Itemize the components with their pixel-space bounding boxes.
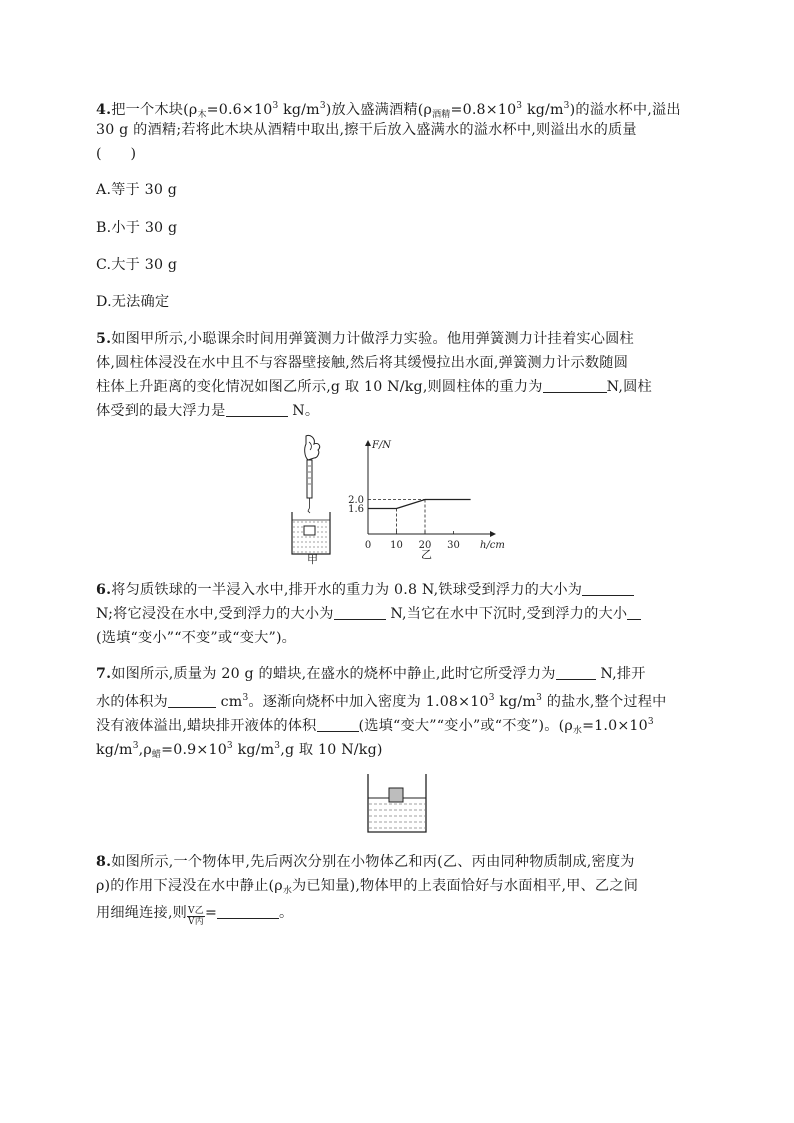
q6-line-3: (选填“变小”“不变”或“变大”)。	[96, 630, 297, 646]
q6-line-2	[96, 604, 641, 624]
q4-subscript-wood: 木	[197, 110, 207, 120]
cylinder-object	[304, 526, 315, 535]
q7-text: =1.0×10	[582, 718, 648, 734]
fraction-denominator: V丙	[188, 917, 204, 927]
q8-text: 为已知量),物体甲的上表面恰好与水面相平,甲、乙之间	[292, 878, 639, 894]
q5-line-4	[96, 401, 319, 421]
q4-subscript-alcohol: 酒精	[432, 110, 451, 120]
volume-ratio-fraction	[187, 906, 205, 927]
q7-superscript: 3	[536, 693, 543, 703]
q5-text: N,圆柱	[606, 379, 652, 395]
wax-block	[389, 788, 403, 802]
y-tick-label: 2.0	[348, 495, 364, 506]
q4-text: 把一个木块(ρ	[111, 102, 198, 118]
q5-line-2: 体,圆柱体浸没在水中且不与容器壁接触,然后将其缓慢拉出水面,弹簧测力计示数随圆	[96, 355, 629, 371]
q7-blank-buoyancy[interactable]	[556, 665, 596, 680]
y-axis-label: F/N	[372, 440, 392, 451]
q7-superscript: 3	[274, 741, 281, 751]
q7-line-2	[96, 688, 667, 712]
beaker-icon	[368, 774, 426, 832]
q4-number: 4.	[96, 102, 112, 118]
q7-blank-volume-change[interactable]	[317, 717, 359, 732]
q7-superscript: 3	[647, 717, 654, 727]
x-tick-label: 20	[418, 540, 432, 551]
q7-text: kg/m	[96, 742, 133, 758]
q8-subscript-water: 水	[282, 886, 293, 896]
q7-superscript: 3	[488, 693, 495, 703]
q7-text: 。逐渐向烧杯中加入密度为 1.08×10	[248, 694, 489, 710]
q8-line-3	[96, 903, 293, 927]
figure-label-jia: 甲	[307, 553, 319, 566]
q5-text: 如图甲所示,小聪课余时间用弹簧测力计做浮力实验。他用弹簧测力计挂着实心圆柱	[111, 331, 634, 347]
q5-blank-buoyancy[interactable]	[226, 402, 288, 417]
q5-blank-gravity[interactable]	[543, 378, 607, 393]
q7-text: ,g 取 10 N/kg)	[280, 742, 383, 758]
q4-text: kg/m	[522, 102, 564, 118]
x-tick-label: 10	[390, 540, 403, 551]
q7-text: N,排开	[595, 666, 646, 682]
figure-label-yi: 乙	[421, 548, 433, 561]
q4-superscript: 3	[563, 101, 570, 111]
q4-text: kg/m	[278, 102, 320, 118]
q7-superscript: 3	[132, 741, 139, 751]
q7-text: 如图所示,质量为 20 g 的蜡块,在盛水的烧杯中静止,此时它所受浮力为	[111, 666, 556, 682]
q7-text: 没有液体溢出,蜡块排开液体的体积	[96, 718, 317, 734]
q4-text: )的溢水杯中,溢出	[569, 102, 681, 118]
q4-superscript: 3	[272, 101, 279, 111]
q5-text: N。	[287, 403, 320, 419]
q5-number: 5.	[96, 331, 112, 347]
q6-text: N;将它浸没在水中,受到浮力的大小为	[96, 606, 334, 622]
q7-line-4	[96, 736, 383, 765]
q6-line-1	[96, 580, 634, 600]
q7-text: =0.9×10	[161, 742, 227, 758]
q7-superscript: 3	[242, 693, 249, 703]
q7-text: ,ρ	[138, 742, 152, 758]
q6-blank-sinking-change[interactable]	[627, 605, 641, 620]
q4-superscript: 3	[319, 101, 326, 111]
q4-line-2: 30 g 的酒精;若将此木块从酒精中取出,擦干后放入盛满水的溢水杯中,则溢出水的质量	[96, 122, 637, 138]
q8-text: =	[204, 905, 218, 921]
q5-text: 体受到的最大浮力是	[96, 403, 226, 419]
q4-text: =0.6×10	[206, 102, 273, 118]
q7-text: cm	[215, 694, 243, 710]
hand-icon	[305, 435, 320, 460]
q8-line-1	[96, 852, 635, 872]
fraction-numerator: V乙	[188, 906, 204, 916]
q7-superscript: 3	[226, 741, 233, 751]
x-tick-label: 0	[364, 540, 372, 551]
q6-number: 6.	[96, 582, 112, 598]
q7-line-1	[96, 664, 646, 684]
q5-line-3	[96, 377, 652, 397]
q7-text: 水的体积为	[96, 694, 168, 710]
q6-text: 将匀质铁球的一半浸入水中,排开水的重力为 0.8 N,铁球受到浮力的大小为	[111, 582, 583, 598]
q6-blank-full-buoyancy[interactable]	[334, 605, 386, 620]
x-axis-label: h/cm	[480, 540, 505, 551]
x-tick-label: 30	[447, 540, 460, 551]
q8-text: 如图所示,一个物体甲,先后两次分别在小物体乙和丙(乙、丙由同种物质制成,密度为	[111, 854, 635, 870]
q4-option-d: D.无法确定	[96, 294, 170, 310]
q8-blank-ratio[interactable]	[217, 904, 279, 919]
q7-subscript-wax: 蜡	[151, 750, 162, 760]
q4-answer-bracket: ( )	[96, 146, 137, 162]
q4-option-b: B.小于 30 g	[96, 220, 178, 236]
q7-text: (选填“变大”“变小”或“不变”)。(ρ	[358, 718, 573, 734]
q8-number: 8.	[96, 854, 112, 870]
q4-option-c: C.大于 30 g	[96, 257, 178, 273]
q8-text: ρ)的作用下浸没在水中静止(ρ	[96, 878, 283, 894]
q5-text: 柱体上升距离的变化情况如图乙所示,g 取 10 N/kg,则圆柱体的重力为	[96, 379, 543, 395]
q7-blank-volume[interactable]	[168, 693, 216, 708]
q8-text: 。	[279, 905, 294, 921]
series-line	[368, 500, 471, 509]
q4-text: =0.8×10	[450, 102, 517, 118]
q4-text: )放入盛满酒精(ρ	[325, 102, 433, 118]
q6-text: N,当它在水中下沉时,受到浮力的大小	[385, 606, 628, 622]
q8-text: 用细绳连接,则	[96, 905, 188, 921]
y-axis-arrow	[365, 440, 371, 446]
q7-number: 7.	[96, 666, 112, 682]
q7-text: kg/m	[494, 694, 537, 710]
x-axis-arrow	[490, 531, 496, 537]
y-tick-label: 1.6	[348, 504, 364, 515]
figure-wax-beaker	[364, 772, 430, 836]
q6-blank-half-buoyancy[interactable]	[582, 581, 634, 596]
q7-text: kg/m	[232, 742, 275, 758]
q7-text: 的盐水,整个过程中	[542, 694, 667, 710]
q4-superscript: 3	[516, 101, 523, 111]
q8-line-2	[96, 876, 638, 901]
figure-jia-spring-scale	[284, 432, 340, 562]
q7-subscript-water: 水	[572, 726, 583, 736]
q5-line-1	[96, 329, 634, 349]
q4-option-a: A.等于 30 g	[96, 182, 178, 198]
